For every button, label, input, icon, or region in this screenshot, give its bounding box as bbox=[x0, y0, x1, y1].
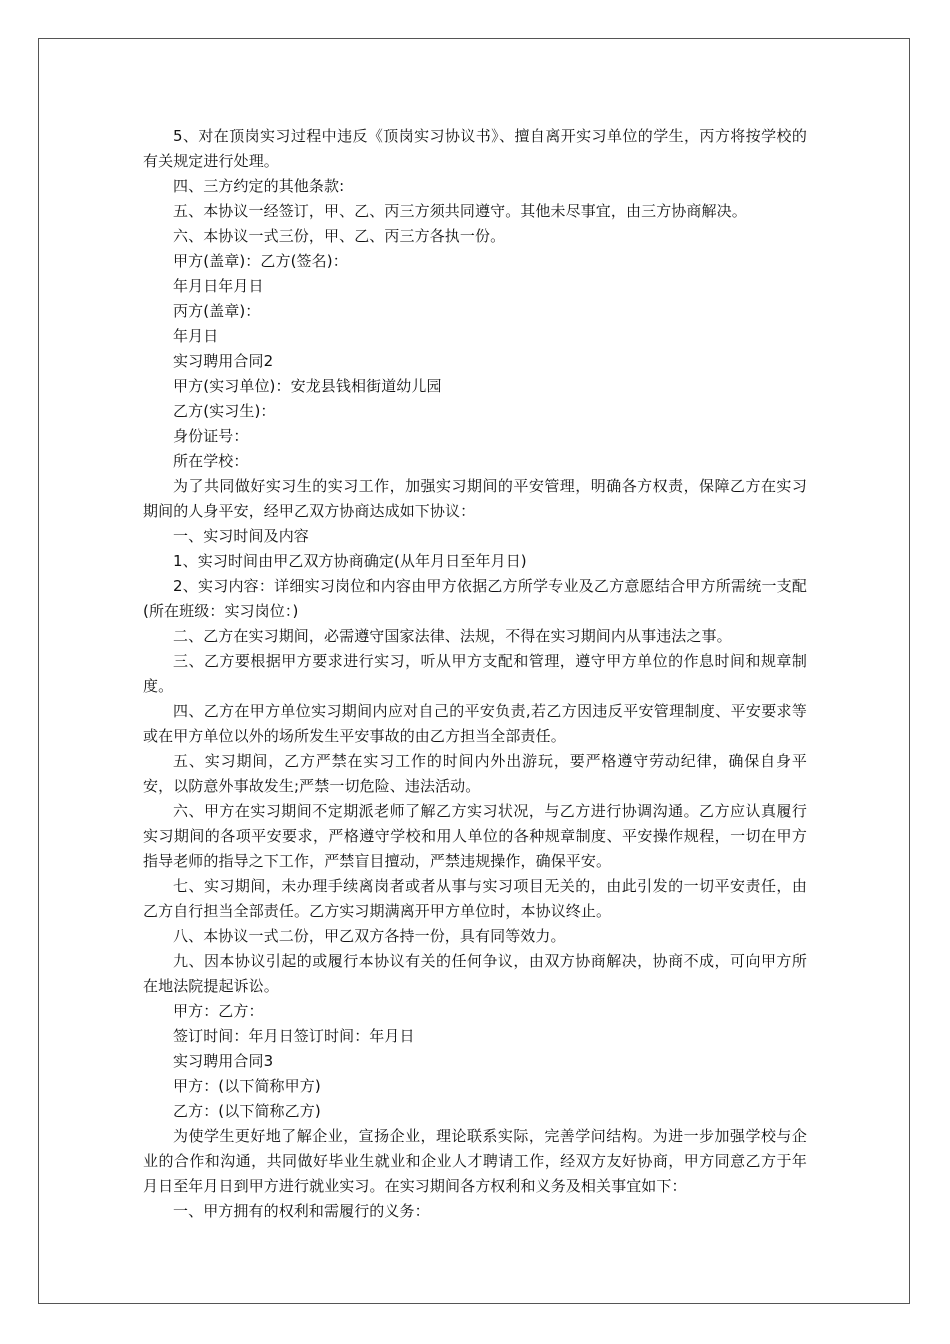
paragraph: 年月日 bbox=[173, 327, 219, 345]
paragraph: 甲方(盖章)：乙方(签名)： bbox=[173, 252, 348, 270]
paragraph: 乙方(实习生)： bbox=[173, 402, 276, 420]
paragraph: 七、实习期间，未办理手续离岗者或者从事与实习项目无关的，由此引发的一切平安责任，由乙方自行担当全部责任。乙方实习期满离开甲方单位时，本协议终止。 bbox=[143, 877, 807, 920]
paragraph: 五、实习期间，乙方严禁在实习工作的时间内外出游玩，要严格遵守劳动纪律，确保自身平安，以防意外事故发生;严禁一切危险、违法活动。 bbox=[143, 752, 807, 795]
paragraph: 一、实习时间及内容 bbox=[173, 527, 309, 545]
paragraph: 5、对在顶岗实习过程中违反《顶岗实习协议书》、擅自离开实习单位的学生，丙方将按学校的有关规定进行处理。 bbox=[143, 127, 807, 170]
paragraph: 六、本协议一式三份，甲、乙、丙三方各执一份。 bbox=[173, 227, 506, 245]
paragraph: 为使学生更好地了解企业，宣扬企业，理论联系实际，完善学问结构。为进一步加强学校与企业的合作和沟通，共同做好毕业生就业和企业人才聘请工作，经双方友好协商，甲方同意乙方于年月日至年月日到甲方进行就业实习。在实习期间各方权利和义务及相关事宜如下： bbox=[143, 1127, 807, 1195]
document-body bbox=[143, 124, 807, 1224]
paragraph: 六、甲方在实习期间不定期派老师了解乙方实习状况，与乙方进行协调沟通。乙方应认真履行实习期间的各项平安要求，严格遵守学校和用人单位的各种规章制度、平安操作规程，一切在甲方指导老师的指导之下工作，严禁盲目擅动，严禁违规操作，确保平安。 bbox=[143, 802, 807, 870]
paragraph: 实习聘用合同2 bbox=[173, 352, 274, 370]
paragraph: 甲方：(以下简称甲方) bbox=[173, 1077, 321, 1095]
paragraph: 乙方：(以下简称乙方) bbox=[173, 1102, 321, 1120]
paragraph: 甲方(实习单位)：安龙县钱相街道幼儿园 bbox=[173, 377, 442, 395]
paragraph: 一、甲方拥有的权利和需履行的义务： bbox=[173, 1202, 430, 1220]
paragraph: 四、三方约定的其他条款: bbox=[173, 177, 345, 195]
paragraph: 二、乙方在实习期间，必需遵守国家法律、法规，不得在实习期间内从事违法之事。 bbox=[173, 627, 732, 645]
paragraph: 身份证号： bbox=[173, 427, 249, 445]
paragraph: 八、本协议一式二份，甲乙双方各持一份，具有同等效力。 bbox=[173, 927, 566, 945]
paragraph: 为了共同做好实习生的实习工作，加强实习期间的平安管理，明确各方权责，保障乙方在实习期间的人身平安，经甲乙双方协商达成如下协议： bbox=[143, 477, 807, 520]
paragraph: 1、实习时间由甲乙双方协商确定(从年月日至年月日) bbox=[173, 552, 527, 570]
paragraph: 四、乙方在甲方单位实习期间内应对自己的平安负责,若乙方因违反平安管理制度、平安要求等或在甲方单位以外的场所发生平安事故的由乙方担当全部责任。 bbox=[143, 702, 807, 745]
paragraph: 甲方：乙方： bbox=[173, 1002, 264, 1020]
paragraph: 2、实习内容：详细实习岗位和内容由甲方依据乙方所学专业及乙方意愿结合甲方所需统一支配(所在班级：实习岗位：) bbox=[143, 577, 807, 620]
paragraph: 所在学校： bbox=[173, 452, 249, 470]
paragraph: 三、乙方要根据甲方要求进行实习，听从甲方支配和管理，遵守甲方单位的作息时间和规章制度。 bbox=[143, 652, 807, 695]
paragraph: 九、因本协议引起的或履行本协议有关的任何争议，由双方协商解决，协商不成，可向甲方所在地法院提起诉讼。 bbox=[143, 952, 807, 995]
paragraph: 年月日年月日 bbox=[173, 277, 264, 295]
paragraph: 丙方(盖章)： bbox=[173, 302, 261, 320]
paragraph: 签订时间：年月日签订时间：年月日 bbox=[173, 1027, 415, 1045]
paragraph: 五、本协议一经签订，甲、乙、丙三方须共同遵守。其他未尽事宜，由三方协商解决。 bbox=[173, 202, 747, 220]
paragraph: 实习聘用合同3 bbox=[173, 1052, 274, 1070]
